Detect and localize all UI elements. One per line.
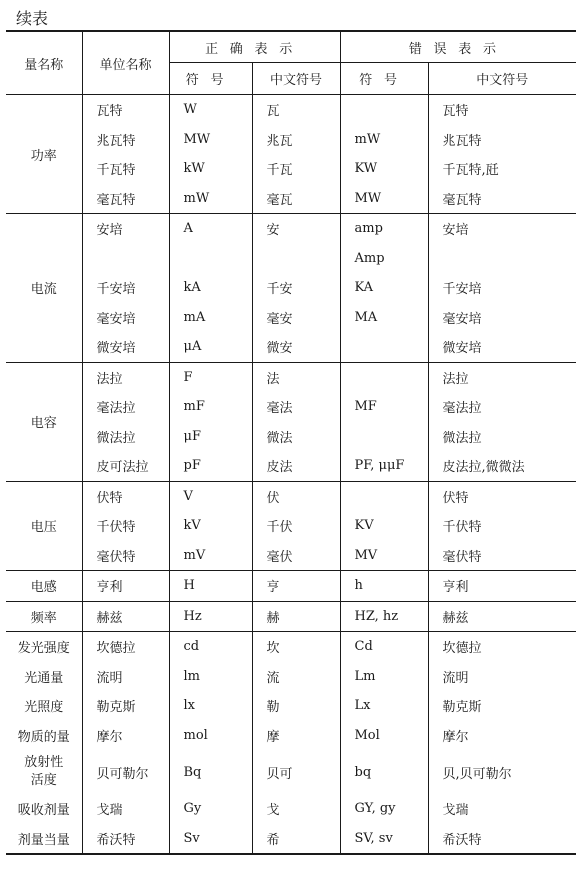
unit-name: 赫兹 bbox=[82, 601, 169, 632]
quantity-name: 光通量 bbox=[24, 670, 64, 686]
correct-cn-symbol: 戈 bbox=[252, 794, 340, 824]
wrong-symbol: mW bbox=[340, 125, 428, 155]
table-row bbox=[6, 392, 576, 422]
wrong-symbol: Mol bbox=[340, 721, 428, 751]
table-row bbox=[6, 362, 576, 392]
quantity-name: 放射性活度 bbox=[24, 755, 64, 788]
correct-symbol: W bbox=[169, 95, 252, 125]
correct-symbol bbox=[169, 244, 252, 274]
unit-name: 法拉 bbox=[82, 362, 169, 392]
wrong-symbol: Lm bbox=[340, 662, 428, 692]
unit-name: 勒克斯 bbox=[82, 691, 169, 721]
unit-name: 伏特 bbox=[82, 481, 169, 511]
correct-cn-symbol: 毫伏 bbox=[252, 541, 340, 571]
quantity-name: 剂量当量 bbox=[6, 824, 82, 855]
table-caption: 续表 bbox=[16, 9, 49, 28]
quantity-name: 物质的量 bbox=[17, 729, 70, 745]
unit-name: 皮可法拉 bbox=[82, 451, 169, 481]
header-correct-symbol: 符号 bbox=[169, 63, 252, 95]
unit-name: 千安培 bbox=[82, 273, 169, 303]
header-correct-cn-symbol: 中文符号 bbox=[252, 63, 340, 95]
table-row bbox=[6, 184, 576, 214]
correct-symbol: kV bbox=[169, 511, 252, 541]
unit-name: 微安培 bbox=[82, 332, 169, 362]
wrong-cn-symbol: 勒克斯 bbox=[428, 691, 576, 721]
wrong-symbol: KW bbox=[340, 154, 428, 184]
wrong-cn-symbol: 摩尔 bbox=[428, 721, 576, 751]
correct-symbol: Bq bbox=[169, 750, 252, 794]
wrong-cn-symbol: 千瓦特,瓩 bbox=[428, 154, 576, 184]
correct-symbol: Hz bbox=[169, 601, 252, 632]
correct-symbol: V bbox=[169, 481, 252, 511]
correct-cn-symbol: 安 bbox=[252, 214, 340, 244]
quantity-name: 频率 bbox=[6, 601, 82, 632]
correct-cn-symbol: 兆瓦 bbox=[252, 125, 340, 155]
correct-cn-symbol: 千安 bbox=[252, 273, 340, 303]
header-wrong-cn-symbol: 中文符号 bbox=[428, 63, 576, 95]
quantity-name: 电压 bbox=[6, 481, 82, 571]
wrong-symbol: MV bbox=[340, 541, 428, 571]
quantity-name: 吸收剂量 bbox=[17, 803, 70, 819]
wrong-cn-symbol: 微法拉 bbox=[428, 422, 576, 452]
unit-name: 安培 bbox=[82, 214, 169, 244]
header-wrong: 错误表示 bbox=[340, 31, 576, 63]
correct-cn-symbol: 千瓦 bbox=[252, 154, 340, 184]
wrong-symbol: GY, gy bbox=[340, 794, 428, 824]
wrong-symbol: bq bbox=[340, 750, 428, 794]
header-row-1 bbox=[6, 31, 576, 63]
table-row bbox=[6, 601, 576, 632]
wrong-symbol bbox=[340, 362, 428, 392]
unit-name: 坎德拉 bbox=[82, 632, 169, 662]
correct-symbol: lx bbox=[169, 691, 252, 721]
correct-symbol: kW bbox=[169, 154, 252, 184]
unit-name: 微法拉 bbox=[82, 422, 169, 452]
wrong-cn-symbol: 坎德拉 bbox=[428, 632, 576, 662]
table-row bbox=[6, 541, 576, 571]
correct-cn-symbol: 毫法 bbox=[252, 392, 340, 422]
unit-name: 希沃特 bbox=[82, 824, 169, 855]
wrong-cn-symbol: 伏特 bbox=[428, 481, 576, 511]
wrong-cn-symbol: 赫兹 bbox=[428, 601, 576, 632]
wrong-cn-symbol: 兆瓦特 bbox=[428, 125, 576, 155]
correct-symbol: μF bbox=[169, 422, 252, 452]
unit-name: 亨利 bbox=[82, 571, 169, 602]
wrong-symbol: amp bbox=[340, 214, 428, 244]
quantity-name: 光照度 bbox=[24, 700, 64, 716]
wrong-cn-symbol: 毫安培 bbox=[428, 303, 576, 333]
table-row bbox=[6, 154, 576, 184]
table-row bbox=[6, 691, 576, 721]
correct-symbol: Sv bbox=[169, 824, 252, 855]
correct-cn-symbol: 伏 bbox=[252, 481, 340, 511]
table-row bbox=[6, 273, 576, 303]
unit-name: 毫安培 bbox=[82, 303, 169, 333]
units-table bbox=[6, 30, 576, 855]
correct-symbol: H bbox=[169, 571, 252, 602]
table-row bbox=[6, 632, 576, 662]
correct-cn-symbol: 勒 bbox=[252, 691, 340, 721]
correct-symbol: Gy bbox=[169, 794, 252, 824]
wrong-symbol: h bbox=[340, 571, 428, 602]
wrong-cn-symbol: 亨利 bbox=[428, 571, 576, 602]
correct-cn-symbol: 皮法 bbox=[252, 451, 340, 481]
wrong-cn-symbol: 安培 bbox=[428, 214, 576, 244]
wrong-symbol: Cd bbox=[340, 632, 428, 662]
unit-name: 瓦特 bbox=[82, 95, 169, 125]
wrong-cn-symbol: 毫伏特 bbox=[428, 541, 576, 571]
unit-name: 毫伏特 bbox=[82, 541, 169, 571]
unit-name: 千瓦特 bbox=[82, 154, 169, 184]
unit-name: 摩尔 bbox=[82, 721, 169, 751]
correct-symbol: lm bbox=[169, 662, 252, 692]
correct-cn-symbol: 坎 bbox=[252, 632, 340, 662]
correct-cn-symbol: 千伏 bbox=[252, 511, 340, 541]
correct-cn-symbol: 瓦 bbox=[252, 95, 340, 125]
wrong-symbol: MF bbox=[340, 392, 428, 422]
table-row bbox=[6, 95, 576, 125]
table-row bbox=[6, 571, 576, 602]
correct-symbol: A bbox=[169, 214, 252, 244]
wrong-cn-symbol: 毫瓦特 bbox=[428, 184, 576, 214]
wrong-cn-symbol: 法拉 bbox=[428, 362, 576, 392]
correct-cn-symbol: 希 bbox=[252, 824, 340, 855]
correct-symbol: mF bbox=[169, 392, 252, 422]
wrong-symbol: Amp bbox=[340, 244, 428, 274]
unit-name: 兆瓦特 bbox=[82, 125, 169, 155]
correct-cn-symbol: 微法 bbox=[252, 422, 340, 452]
table-row bbox=[6, 332, 576, 362]
quantity-name: 发光强度 bbox=[6, 632, 82, 662]
unit-name bbox=[82, 244, 169, 274]
table-row bbox=[6, 214, 576, 244]
quantity-name: 电容 bbox=[6, 362, 82, 481]
wrong-cn-symbol: 皮法拉,微微法 bbox=[428, 451, 576, 481]
wrong-cn-symbol bbox=[428, 244, 576, 274]
wrong-cn-symbol: 贝,贝可勒尔 bbox=[428, 750, 576, 794]
wrong-cn-symbol: 千安培 bbox=[428, 273, 576, 303]
correct-cn-symbol: 贝可 bbox=[252, 750, 340, 794]
wrong-cn-symbol: 千伏特 bbox=[428, 511, 576, 541]
correct-symbol: F bbox=[169, 362, 252, 392]
header-correct: 正确表示 bbox=[169, 31, 340, 63]
wrong-symbol: MW bbox=[340, 184, 428, 214]
wrong-cn-symbol: 瓦特 bbox=[428, 95, 576, 125]
quantity-name: 电流 bbox=[6, 214, 82, 363]
correct-cn-symbol: 亨 bbox=[252, 571, 340, 602]
correct-cn-symbol bbox=[252, 244, 340, 274]
unit-name: 千伏特 bbox=[82, 511, 169, 541]
correct-cn-symbol: 毫瓦 bbox=[252, 184, 340, 214]
table-row bbox=[6, 794, 576, 824]
table-row bbox=[6, 303, 576, 333]
table-row bbox=[6, 750, 576, 794]
correct-symbol: mA bbox=[169, 303, 252, 333]
quantity-name: 电感 bbox=[6, 571, 82, 602]
correct-symbol: μA bbox=[169, 332, 252, 362]
table-row bbox=[6, 721, 576, 751]
correct-cn-symbol: 赫 bbox=[252, 601, 340, 632]
wrong-symbol: PF, μμF bbox=[340, 451, 428, 481]
correct-cn-symbol: 流 bbox=[252, 662, 340, 692]
wrong-cn-symbol: 流明 bbox=[428, 662, 576, 692]
wrong-symbol: KV bbox=[340, 511, 428, 541]
table-row bbox=[6, 662, 576, 692]
wrong-symbol bbox=[340, 332, 428, 362]
table-row bbox=[6, 511, 576, 541]
table-row bbox=[6, 451, 576, 481]
table-row bbox=[6, 125, 576, 155]
wrong-symbol: KA bbox=[340, 273, 428, 303]
wrong-cn-symbol: 微安培 bbox=[428, 332, 576, 362]
correct-cn-symbol: 法 bbox=[252, 362, 340, 392]
header-unit-name: 单位名称 bbox=[82, 31, 169, 95]
correct-symbol: kA bbox=[169, 273, 252, 303]
wrong-symbol: HZ, hz bbox=[340, 601, 428, 632]
unit-name: 毫法拉 bbox=[82, 392, 169, 422]
correct-symbol: mol bbox=[169, 721, 252, 751]
quantity-name: 功率 bbox=[6, 95, 82, 214]
wrong-cn-symbol: 毫法拉 bbox=[428, 392, 576, 422]
correct-cn-symbol: 微安 bbox=[252, 332, 340, 362]
unit-name: 戈瑞 bbox=[82, 794, 169, 824]
wrong-symbol: SV, sv bbox=[340, 824, 428, 855]
table-row bbox=[6, 824, 576, 855]
correct-cn-symbol: 毫安 bbox=[252, 303, 340, 333]
wrong-symbol bbox=[340, 422, 428, 452]
wrong-symbol bbox=[340, 481, 428, 511]
correct-symbol: MW bbox=[169, 125, 252, 155]
wrong-cn-symbol: 希沃特 bbox=[428, 824, 576, 855]
wrong-symbol bbox=[340, 95, 428, 125]
wrong-symbol: MA bbox=[340, 303, 428, 333]
correct-symbol: mV bbox=[169, 541, 252, 571]
table-row bbox=[6, 244, 576, 274]
correct-symbol: mW bbox=[169, 184, 252, 214]
correct-cn-symbol: 摩 bbox=[252, 721, 340, 751]
header-qty-name: 量名称 bbox=[6, 31, 82, 95]
unit-name: 流明 bbox=[82, 662, 169, 692]
correct-symbol: cd bbox=[169, 632, 252, 662]
table-row bbox=[6, 481, 576, 511]
unit-name: 贝可勒尔 bbox=[82, 750, 169, 794]
wrong-symbol: Lx bbox=[340, 691, 428, 721]
wrong-cn-symbol: 戈瑞 bbox=[428, 794, 576, 824]
correct-symbol: pF bbox=[169, 451, 252, 481]
table-row bbox=[6, 422, 576, 452]
unit-name: 毫瓦特 bbox=[82, 184, 169, 214]
header-wrong-symbol: 符号 bbox=[340, 63, 428, 95]
